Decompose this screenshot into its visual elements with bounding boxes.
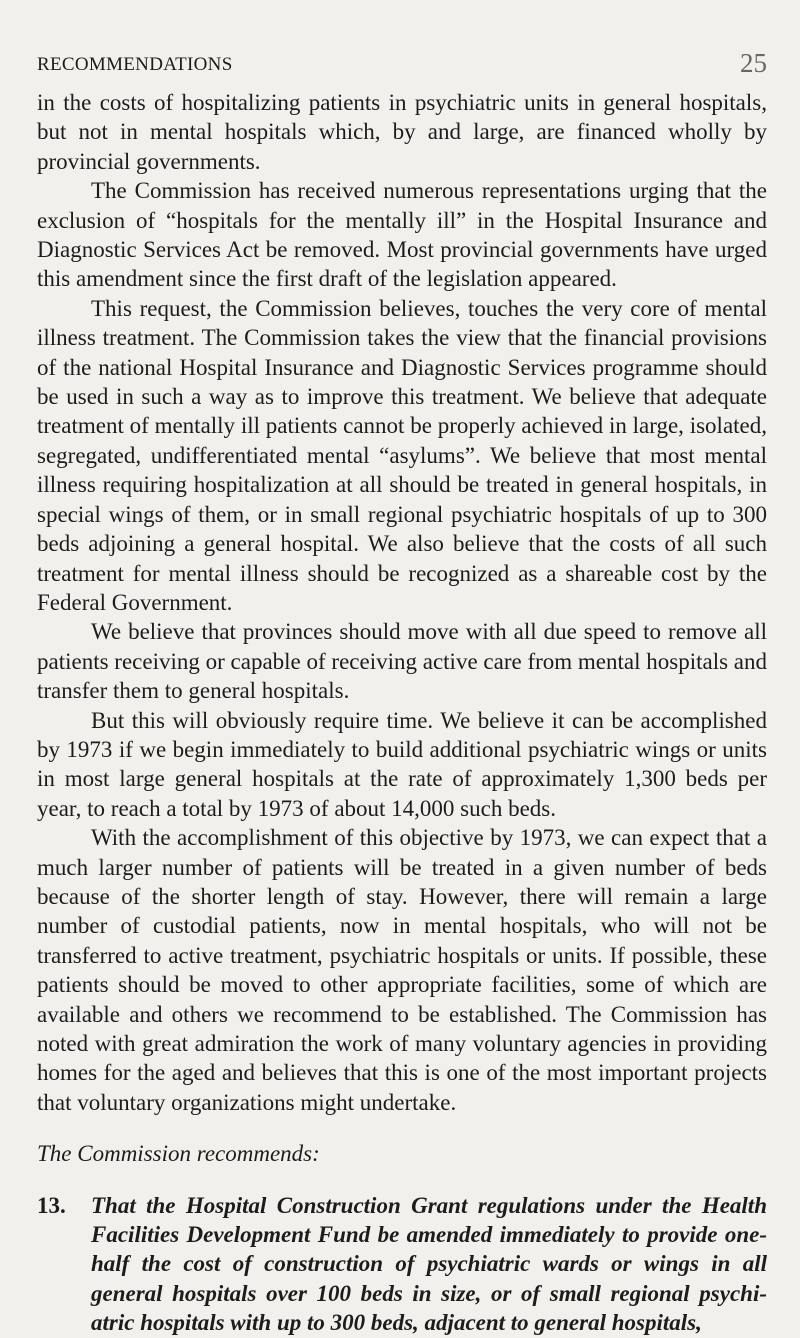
recommendation-number: 13. [37, 1192, 66, 1218]
running-title: RECOMMENDATIONS [37, 54, 233, 75]
paragraph: This request, the Commission believes, touches the very core of mental illness treatment. The Commission takes the view that the financial provisions of the national Hospital Insurance and Diagnostic Services programme should be used in such a way as to improve this treatment. We believe that adequate treatment of mentally ill patients cannot be properly achieved in large, isolated, segregated, undifferentiated mental “asylums”. We believe that most mental illness requiring hospitalization at all should be treated in general hospitals, in special wings of them, or in small regional psychiatric hospitals of up to 300 beds adjoining a general hospital. We also believe that the costs of all such treatment for mental illness should be recognized as a shareable cost by the Federal Government. [37, 295, 767, 615]
paragraph: The Commission has received numerous representations urging that the exclusion of “hospitals for the mentally ill” in the Hospital Insurance and Diagnostic Services Act be removed. Most provincial governments have urged this amendment since the first draft of the legislation appeared. [37, 178, 767, 292]
body-text [37, 88, 767, 1117]
paragraph-continued: in the costs of hospitalizing patients in psychiatric units in general hospitals, but not in mental hospitals which, by and large, are financed wholly by provincial governments. [37, 90, 767, 174]
recommendation-item [37, 1191, 767, 1338]
paragraph: But this will obviously require time. We believe it can be accomplished by 1973 if we begin immediately to build additional psychiatric wings or units in most large general hospitals at the rate of approximately 1,300 beds per year, to reach a total by 1973 of about 14,000 such beds. [37, 707, 767, 821]
recommendation-text: That the Hospital Construction Grant regulations under the Health Facilities Development Fund be amended immediately to provide one-half the cost of construction of psychiatric wards or wings in all general hospitals over 100 beds in size, or of small regional psychi- atric hospitals with up to 300 beds, adjacent to general hospitals, [91, 1192, 767, 1336]
document-page [37, 48, 767, 1338]
paragraph: We believe that provinces should move with all due speed to remove all patients receiving or capable of receiving active care from mental hospitals and transfer them to general hospitals. [37, 619, 767, 704]
running-header [37, 48, 767, 88]
recommendations-lead: The Commission recommends: [37, 1141, 320, 1167]
paragraph: With the accomplishment of this objective by 1973, we can expect that a much larger number of patients will be treated in a given number of beds because of the shorter length of stay. However, there will remain a large number of custodial patients, now in mental hospitals, who will not be transferred to active treatment, psychiatric hospitals or units. If possible, these patients should be moved to other appropriate facilities, some of which are available and others we recommend to be established. The Commission has noted with great admiration the work of many voluntary agencies in providing homes for the aged and believes that this is one of the most important projects that voluntary organizations might undertake. [37, 825, 767, 1115]
page-number: 25 [740, 48, 767, 78]
